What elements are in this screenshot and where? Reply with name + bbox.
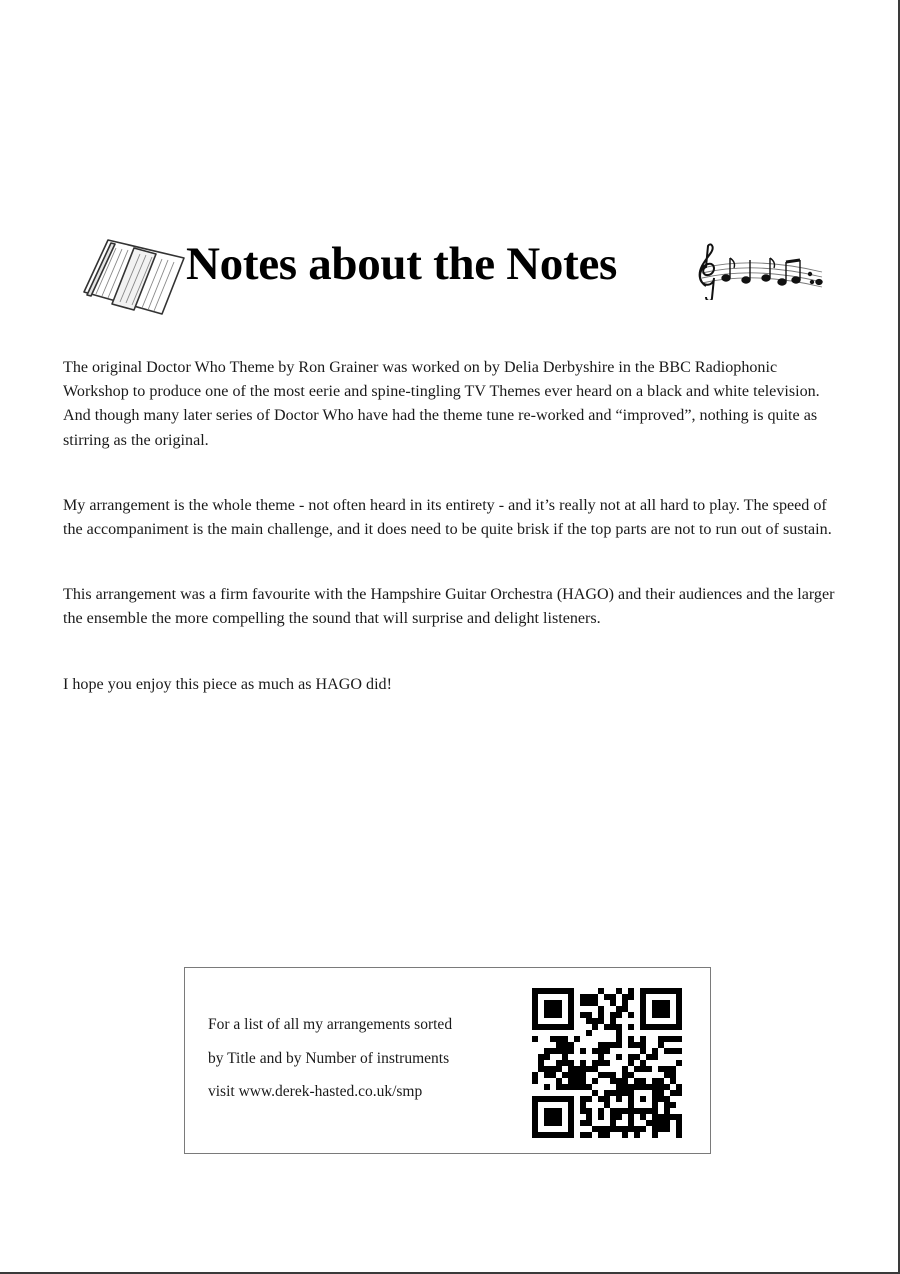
notes-paragraph-3: This arrangement was a firm favourite with the Hampshire Guitar Orchestra (HAGO) and their audiences and the larger the ensemble the more compelling the sound that will surprise and delight listeners. — [63, 586, 835, 628]
info-line-3: visit www.derek-hasted.co.uk/smp — [208, 1083, 423, 1100]
notes-paragraph-4: I hope you enjoy this piece as much as HAGO did! — [63, 675, 392, 693]
info-line-2: by Title and by Number of instruments — [208, 1050, 450, 1067]
notes-paragraph-1: The original Doctor Who Theme by Ron Grainer was worked on by Delia Derbyshire in the BBC Radiophonic Workshop to produce one of the most eerie and spine-tingling TV Themes ever heard on a black and white television. And though many later series of Doctor Who have had the theme tune re-worked and “improved”, nothing is quite as stirring as the original. — [63, 359, 820, 449]
music-notes-icon — [686, 242, 826, 300]
qr-code-icon — [531, 988, 683, 1138]
page-heading — [78, 228, 838, 328]
arrangements-info-box — [184, 967, 711, 1154]
notes-paragraph-2: My arrangement is the whole theme - not often heard in its entirety - and it’s really not at all hard to play. The speed of the accompaniment is the main challenge, and it does need to be quite brisk if the top parts are not to run out of sustain. — [63, 496, 832, 539]
open-book-icon — [78, 232, 190, 322]
info-line-1: For a list of all my arrangements sorted — [208, 1016, 453, 1033]
notes-body — [63, 356, 835, 738]
page-title: Notes about the Notes — [186, 238, 618, 290]
